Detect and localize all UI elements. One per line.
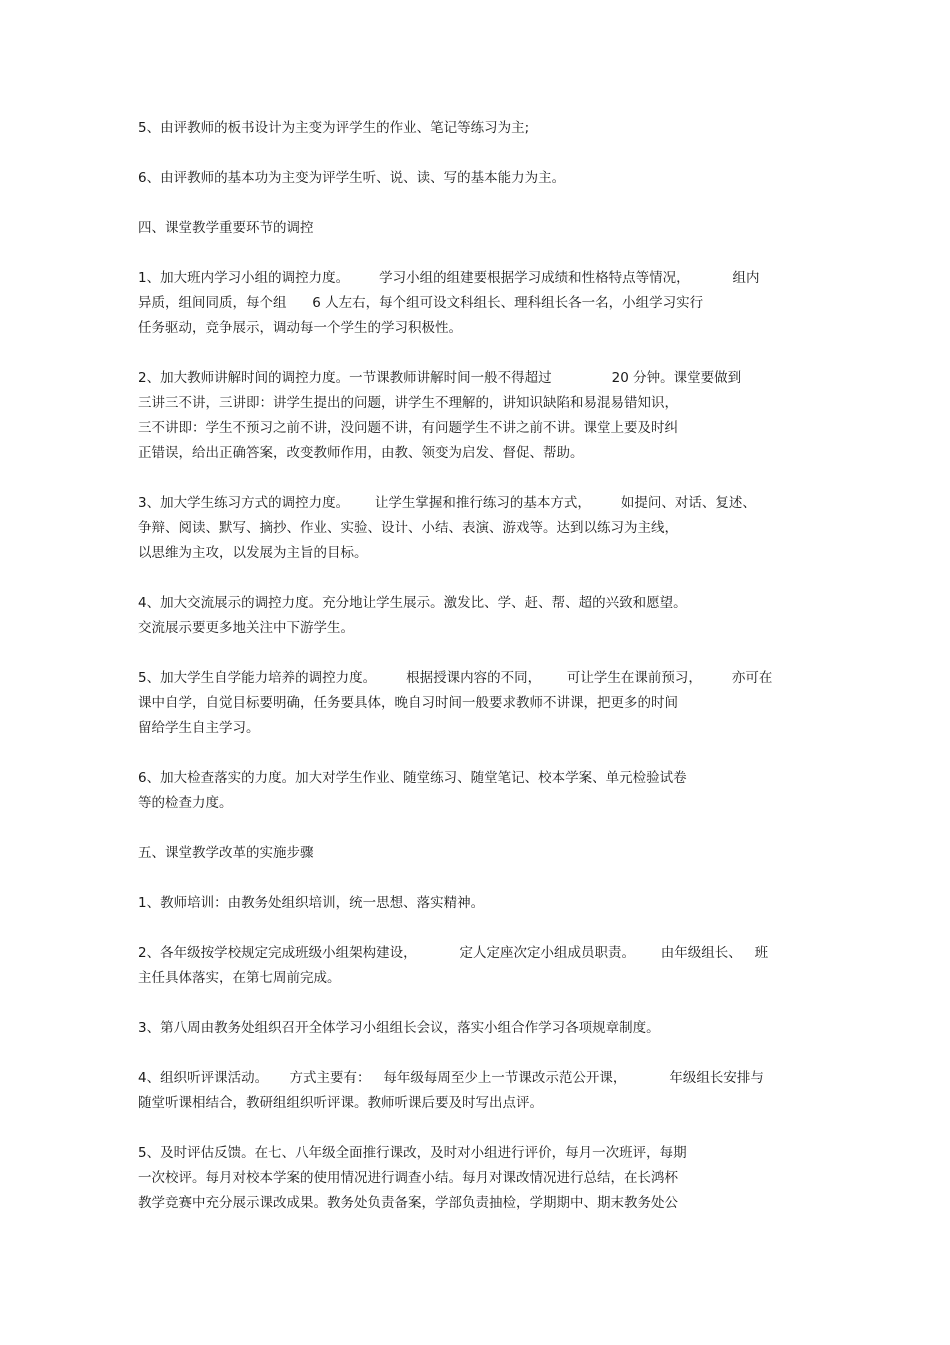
text-line: 1、加大班内学习小组的调控力度。 学习小组的组建要根据学习成绩和性格特点等情况， 组内 bbox=[138, 270, 760, 286]
text-line: 三讲三不讲，三讲即：讲学生提出的问题，讲学生不理解的，讲知识缺陷和易混易错知识， bbox=[138, 395, 678, 411]
text-line: 2、加大教师讲解时间的调控力度。一节课教师讲解时间一般不得超过 20 分钟。课堂要做到 bbox=[138, 370, 742, 386]
text-line: 随堂听课相结合，教研组组织听评课。教师听课后要及时写出点评。 bbox=[138, 1095, 543, 1111]
section-heading: 四、课堂教学重要环节的调控 bbox=[138, 220, 314, 236]
text-line: 3、加大学生练习方式的调控力度。 让学生掌握和推行练习的基本方式， 如提问、对话、复述、 bbox=[138, 495, 756, 511]
text-line: 正错误，给出正确答案，改变教师作用，由教、领变为启发、督促、帮助。 bbox=[138, 445, 584, 461]
text-line: 异质，组间同质，每个组 6 人左右，每个组可设文科组长、理科组长各一名，小组学习实行 bbox=[138, 295, 704, 311]
text-line: 6、加大检查落实的力度。加大对学生作业、随堂练习、随堂笔记、校本学案、单元检验试卷 bbox=[138, 770, 687, 786]
text-line: 5、加大学生自学能力培养的调控力度。 根据授课内容的不同， 可让学生在课前预习， 亦可在 bbox=[138, 670, 773, 686]
text-line: 6、由评教师的基本功为主变为评学生听、说、读、写的基本能力为主。 bbox=[138, 170, 566, 186]
text-line: 任务驱动，竞争展示，调动每一个学生的学习积极性。 bbox=[138, 320, 462, 336]
text-line: 留给学生自主学习。 bbox=[138, 720, 260, 736]
text-line: 争辩、阅读、默写、摘抄、作业、实验、设计、小结、表演、游戏等。达到以练习为主线， bbox=[138, 520, 678, 536]
text-line: 以思维为主攻，以发展为主旨的目标。 bbox=[138, 545, 368, 561]
text-line: 4、加大交流展示的调控力度。充分地让学生展示。激发比、学、赶、帮、超的兴致和愿望。 bbox=[138, 595, 687, 611]
text-line: 2、各年级按学校规定完成班级小组架构建设， 定人定座次定小组成员职责。 由年级组长、 班 bbox=[138, 945, 769, 961]
text-line: 交流展示要更多地关注中下游学生。 bbox=[138, 620, 354, 636]
text-line: 5、及时评估反馈。在七、八年级全面推行课改，及时对小组进行评价，每月一次班评，每期 bbox=[138, 1145, 687, 1161]
text-line: 3、第八周由教务处组织召开全体学习小组组长会议，落实小组合作学习各项规章制度。 bbox=[138, 1020, 660, 1036]
text-line: 主任具体落实，在第七周前完成。 bbox=[138, 970, 341, 986]
text-line: 4、组织听评课活动。 方式主要有： 每年级每周至少上一节课改示范公开课， 年级组长安排与 bbox=[138, 1070, 764, 1086]
text-line: 教学竞赛中充分展示课改成果。教务处负责备案，学部负责抽检，学期期中、期末教务处公 bbox=[138, 1195, 678, 1211]
text-line: 等的检查力度。 bbox=[138, 795, 233, 811]
text-line: 课中自学，自觉目标要明确，任务要具体，晚自习时间一般要求教师不讲课，把更多的时间 bbox=[138, 695, 678, 711]
section-heading: 五、课堂教学改革的实施步骤 bbox=[138, 845, 314, 861]
text-line: 三不讲即：学生不预习之前不讲，没问题不讲，有问题学生不讲之前不讲。课堂上要及时纠 bbox=[138, 420, 678, 436]
text-line: 5、由评教师的板书设计为主变为评学生的作业、笔记等练习为主; bbox=[138, 120, 530, 136]
text-line: 一次校评。每月对校本学案的使用情况进行调查小结。每月对课改情况进行总结，在长鸿杯 bbox=[138, 1170, 678, 1186]
text-line: 1、教师培训：由教务处组织培训，统一思想、落实精神。 bbox=[138, 895, 485, 911]
